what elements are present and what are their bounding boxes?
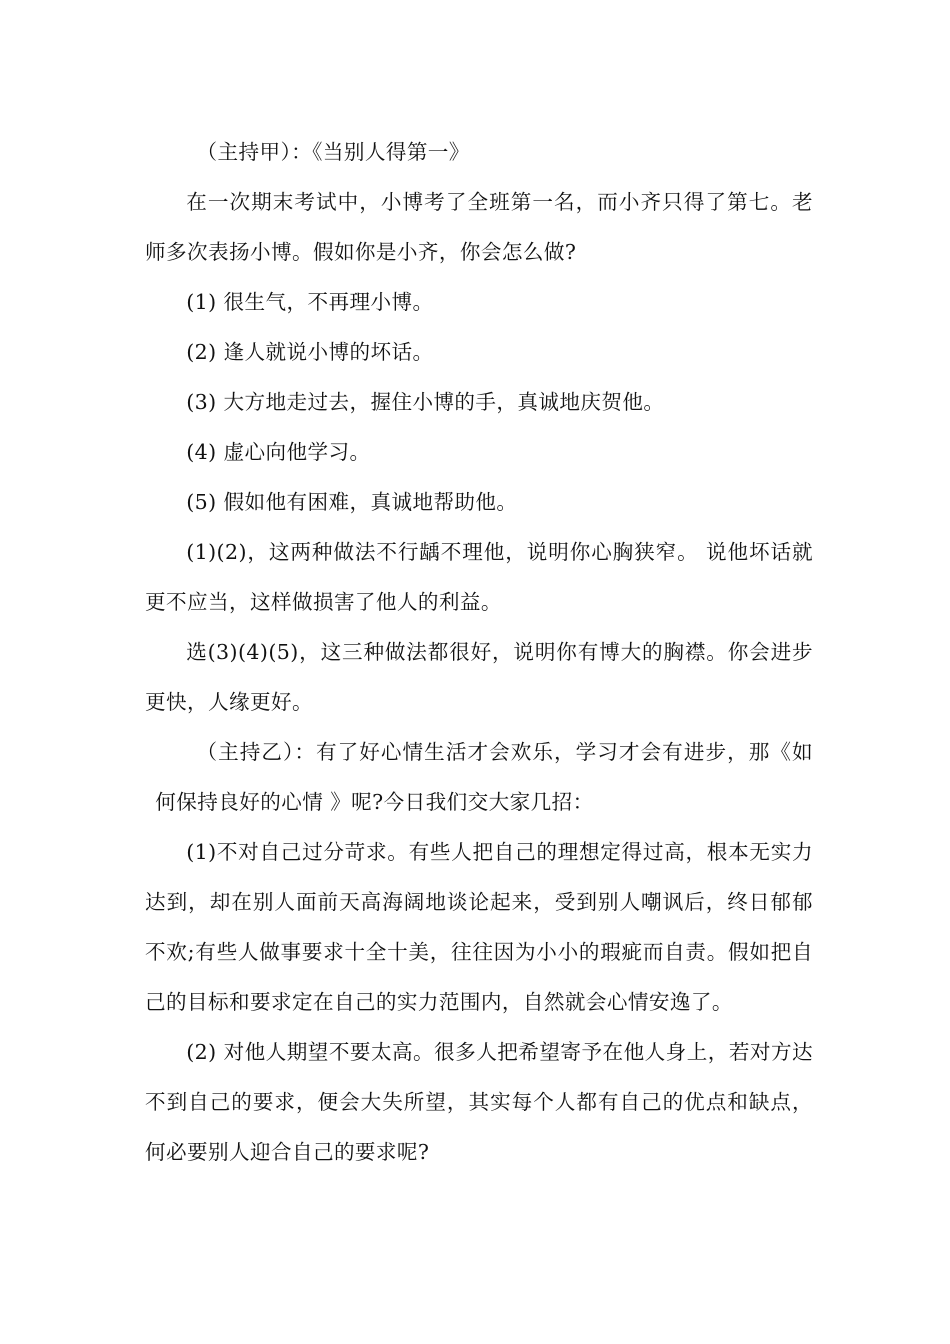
analysis-options-1-2: (1)(2)，这两种做法不行龋不理他，说明你心胸狭窄。 说他坏话就更不应当，这样做损害了他人的利益。	[145, 540, 813, 614]
scenario-paragraph: 在一次期末考试中，小博考了全班第一名，而小齐只得了第七。老师多次表扬小博。假如你是小齐，你会怎么做?	[145, 190, 813, 264]
section-intro-host-b: （主持乙）：有了好心情生活才会欢乐，学习才会有进步，那《如何保持良好的心情 》呢?今日我们交大家几招：	[155, 740, 813, 814]
analysis-options-3-4-5: 选(3)(4)(5)，这三种做法都很好，说明你有博大的胸襟。你会进步更快，人缘更好。	[145, 640, 813, 714]
document-page	[145, 127, 813, 1177]
option-1: (1) 很生气，不再理小博。	[186, 290, 434, 314]
option-5: (5) 假如他有困难，真诚地帮助他。	[186, 490, 518, 514]
option-3: (3) 大方地走过去，握住小博的手，真诚地庆贺他。	[186, 390, 665, 414]
tip-2-paragraph: (2) 对他人期望不要太高。很多人把希望寄予在他人身上，若对方达不到自己的要求，便会大失所望，其实每个人都有自己的优点和缺点，何必要别人迎合自己的要求呢?	[145, 1040, 813, 1164]
tip-1-paragraph: (1)不对自己过分苛求。有些人把自己的理想定得过高，根本无实力达到，却在别人面前天高海阔地谈论起来，受到别人嘲讽后，终日郁郁不欢;有些人做事要求十全十美，往往因为小小的瑕疵而自责。假如把自己的目标和要求定在自己的实力范围内，自然就会心情安逸了。	[145, 840, 813, 1014]
option-2: (2) 逢人就说小博的坏话。	[186, 340, 434, 364]
option-4: (4) 虚心向他学习。	[186, 440, 371, 464]
section-title-host-a: （主持甲）：《当别人得第一》	[196, 140, 470, 164]
